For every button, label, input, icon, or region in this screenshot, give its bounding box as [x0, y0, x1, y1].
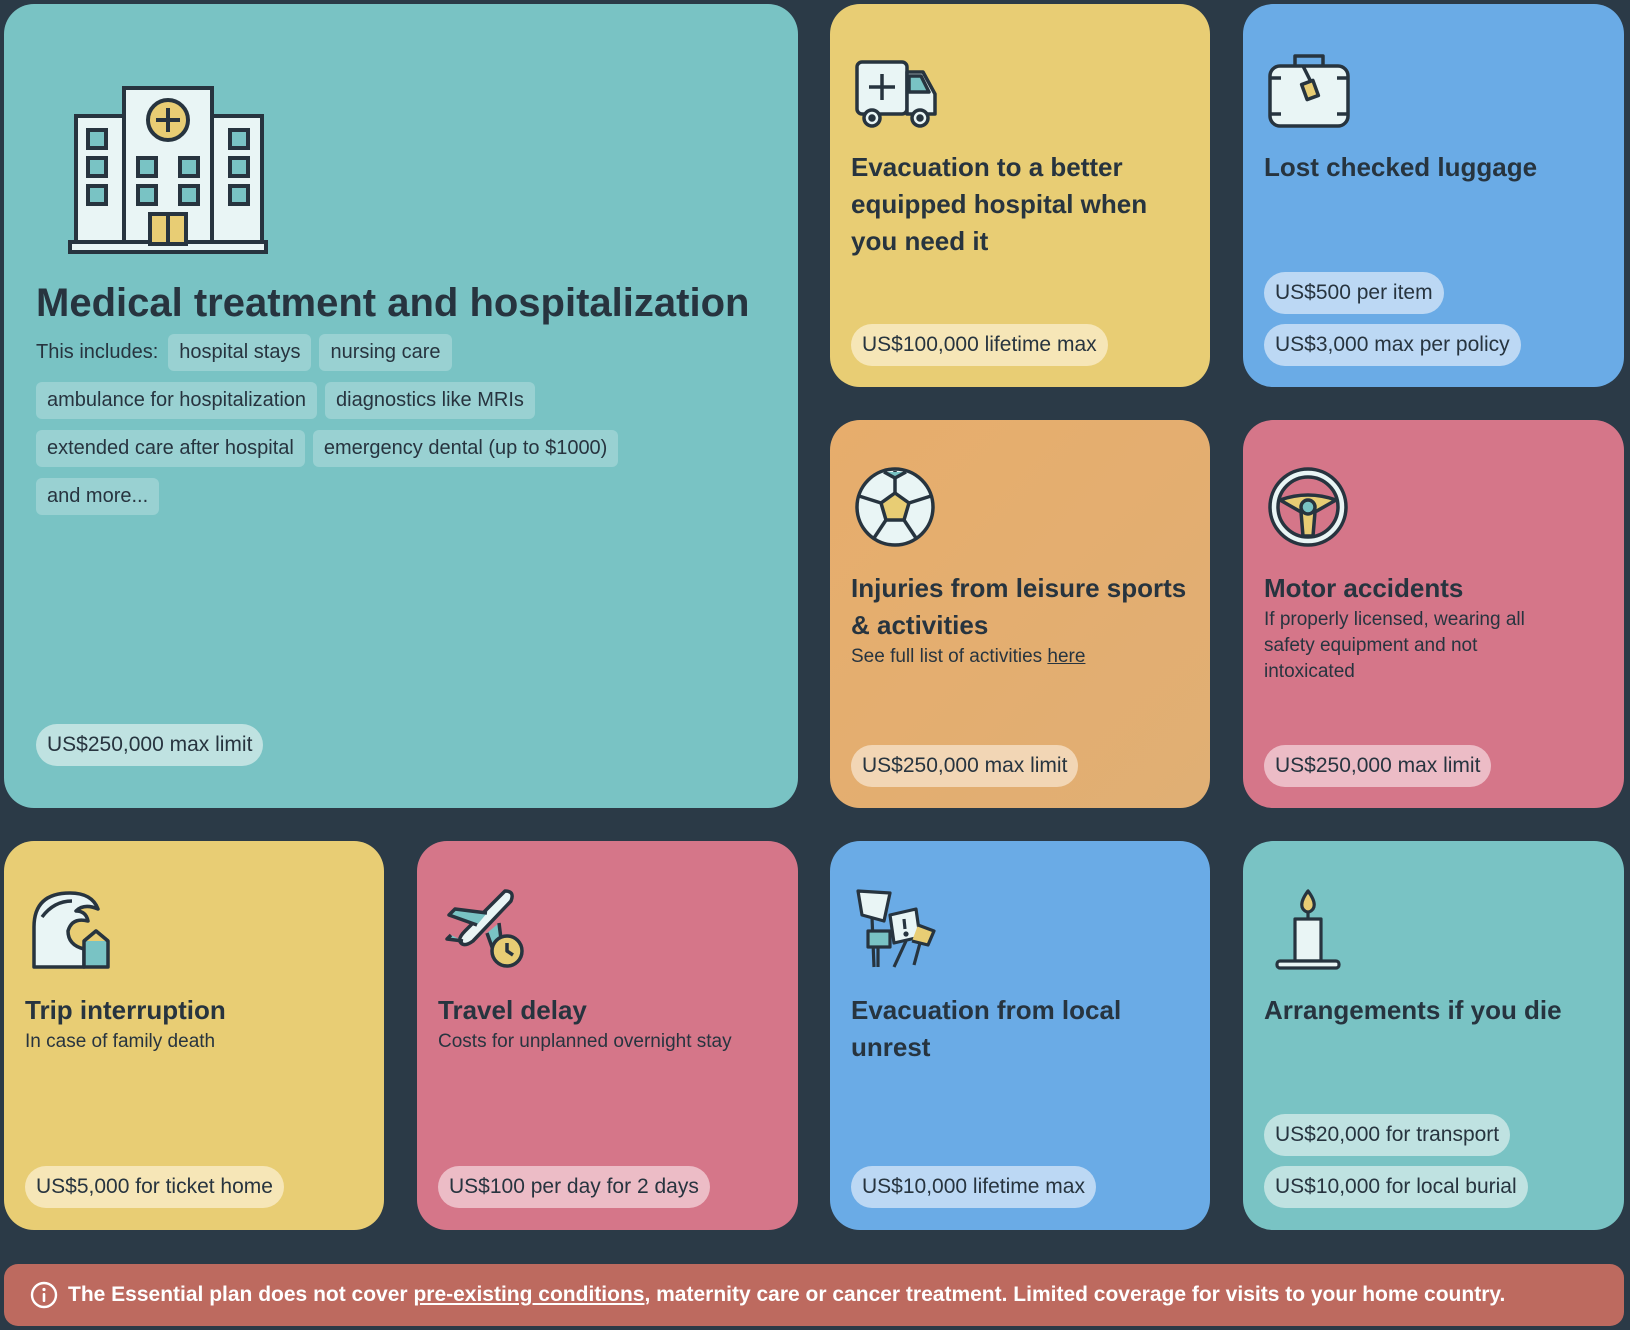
card-motor-accidents — [1243, 420, 1624, 808]
tag: ambulance for hospitalization — [36, 382, 317, 419]
card-title — [851, 992, 1121, 1066]
card-title: Trip interruption — [25, 995, 226, 1025]
tag: nursing care — [319, 334, 451, 371]
subtitle-line: If properly licensed, wearing all — [1264, 609, 1525, 630]
limit-badge: US$10,000 for local burial — [1264, 1166, 1528, 1208]
title-line: Evacuation from local — [851, 995, 1122, 1025]
limit-badge: US$250,000 max limit — [851, 745, 1078, 787]
info-icon — [30, 1281, 58, 1309]
tag: diagnostics like MRIs — [325, 382, 535, 419]
tsunami-house-icon — [28, 887, 112, 971]
card-title: Medical treatment and hospitalization — [36, 281, 750, 325]
card-travel-delay — [417, 841, 798, 1230]
plane-clock-icon — [441, 887, 525, 971]
subtitle-text: See full list of activities — [851, 646, 1043, 667]
card-title: Travel delay — [438, 995, 587, 1025]
card-subtitle: Costs for unplanned overnight stay — [438, 1031, 732, 1052]
tag: hospital stays — [168, 334, 311, 371]
tag: emergency dental (up to $1000) — [313, 430, 619, 467]
limit-badge: US$10,000 lifetime max — [851, 1166, 1096, 1208]
card-lost-luggage — [1243, 4, 1624, 387]
limit-badge: US$5,000 for ticket home — [25, 1166, 284, 1208]
card-evacuation-hospital — [830, 4, 1210, 387]
title-line: equipped hospital when — [851, 189, 1148, 219]
title-line: you need it — [851, 226, 989, 256]
protest-signs-icon — [854, 887, 940, 971]
card-subtitle — [851, 644, 1085, 670]
title-line: Evacuation to a better — [851, 152, 1123, 182]
suitcase-icon — [1267, 48, 1351, 132]
card-title: Lost checked luggage — [1264, 152, 1538, 182]
banner-text: , maternity care or cancer treatment. Limited coverage for visits to your home country. — [644, 1283, 1506, 1306]
banner-text: The Essential plan does not cover — [68, 1283, 414, 1306]
card-title — [851, 570, 1186, 644]
card-trip-interruption — [4, 841, 384, 1230]
card-leisure-sports — [830, 420, 1210, 808]
limit-badge: US$250,000 max limit — [36, 724, 263, 766]
card-title — [851, 149, 1147, 260]
limit-badge: US$250,000 max limit — [1264, 745, 1491, 787]
subtitle-line: intoxicated — [1264, 661, 1355, 682]
limit-badge: US$100 per day for 2 days — [438, 1166, 710, 1208]
subtitle-line: safety equipment and not — [1264, 635, 1478, 656]
tag: extended care after hospital — [36, 430, 305, 467]
title-line: unrest — [851, 1032, 931, 1062]
card-title: Arrangements if you die — [1264, 995, 1562, 1025]
card-medical — [4, 4, 798, 808]
title-line: & activities — [851, 610, 989, 640]
ambulance-icon — [854, 56, 938, 130]
activities-list-link[interactable]: here — [1047, 646, 1086, 667]
pre-existing-conditions-link[interactable]: pre-existing conditions — [413, 1283, 645, 1306]
title-line: Injuries from leisure sports — [851, 573, 1187, 603]
hospital-icon — [68, 82, 268, 262]
limit-badge: US$100,000 lifetime max — [851, 324, 1108, 366]
limit-badge: US$3,000 max per policy — [1264, 324, 1521, 366]
card-subtitle: In case of family death — [25, 1031, 216, 1052]
tag: and more... — [36, 478, 159, 515]
card-arrangements — [1243, 841, 1624, 1230]
limit-badge: US$500 per item — [1264, 272, 1444, 314]
includes-label: This includes: — [36, 341, 159, 363]
limit-badge: US$20,000 for transport — [1264, 1114, 1510, 1156]
card-evacuation-unrest — [830, 841, 1210, 1230]
soccer-ball-icon — [854, 466, 936, 548]
card-title: Motor accidents — [1264, 573, 1464, 603]
coverage-exclusion-banner — [4, 1264, 1624, 1326]
steering-wheel-icon — [1267, 466, 1349, 548]
candle-icon — [1273, 887, 1343, 971]
card-subtitle — [1264, 607, 1525, 685]
